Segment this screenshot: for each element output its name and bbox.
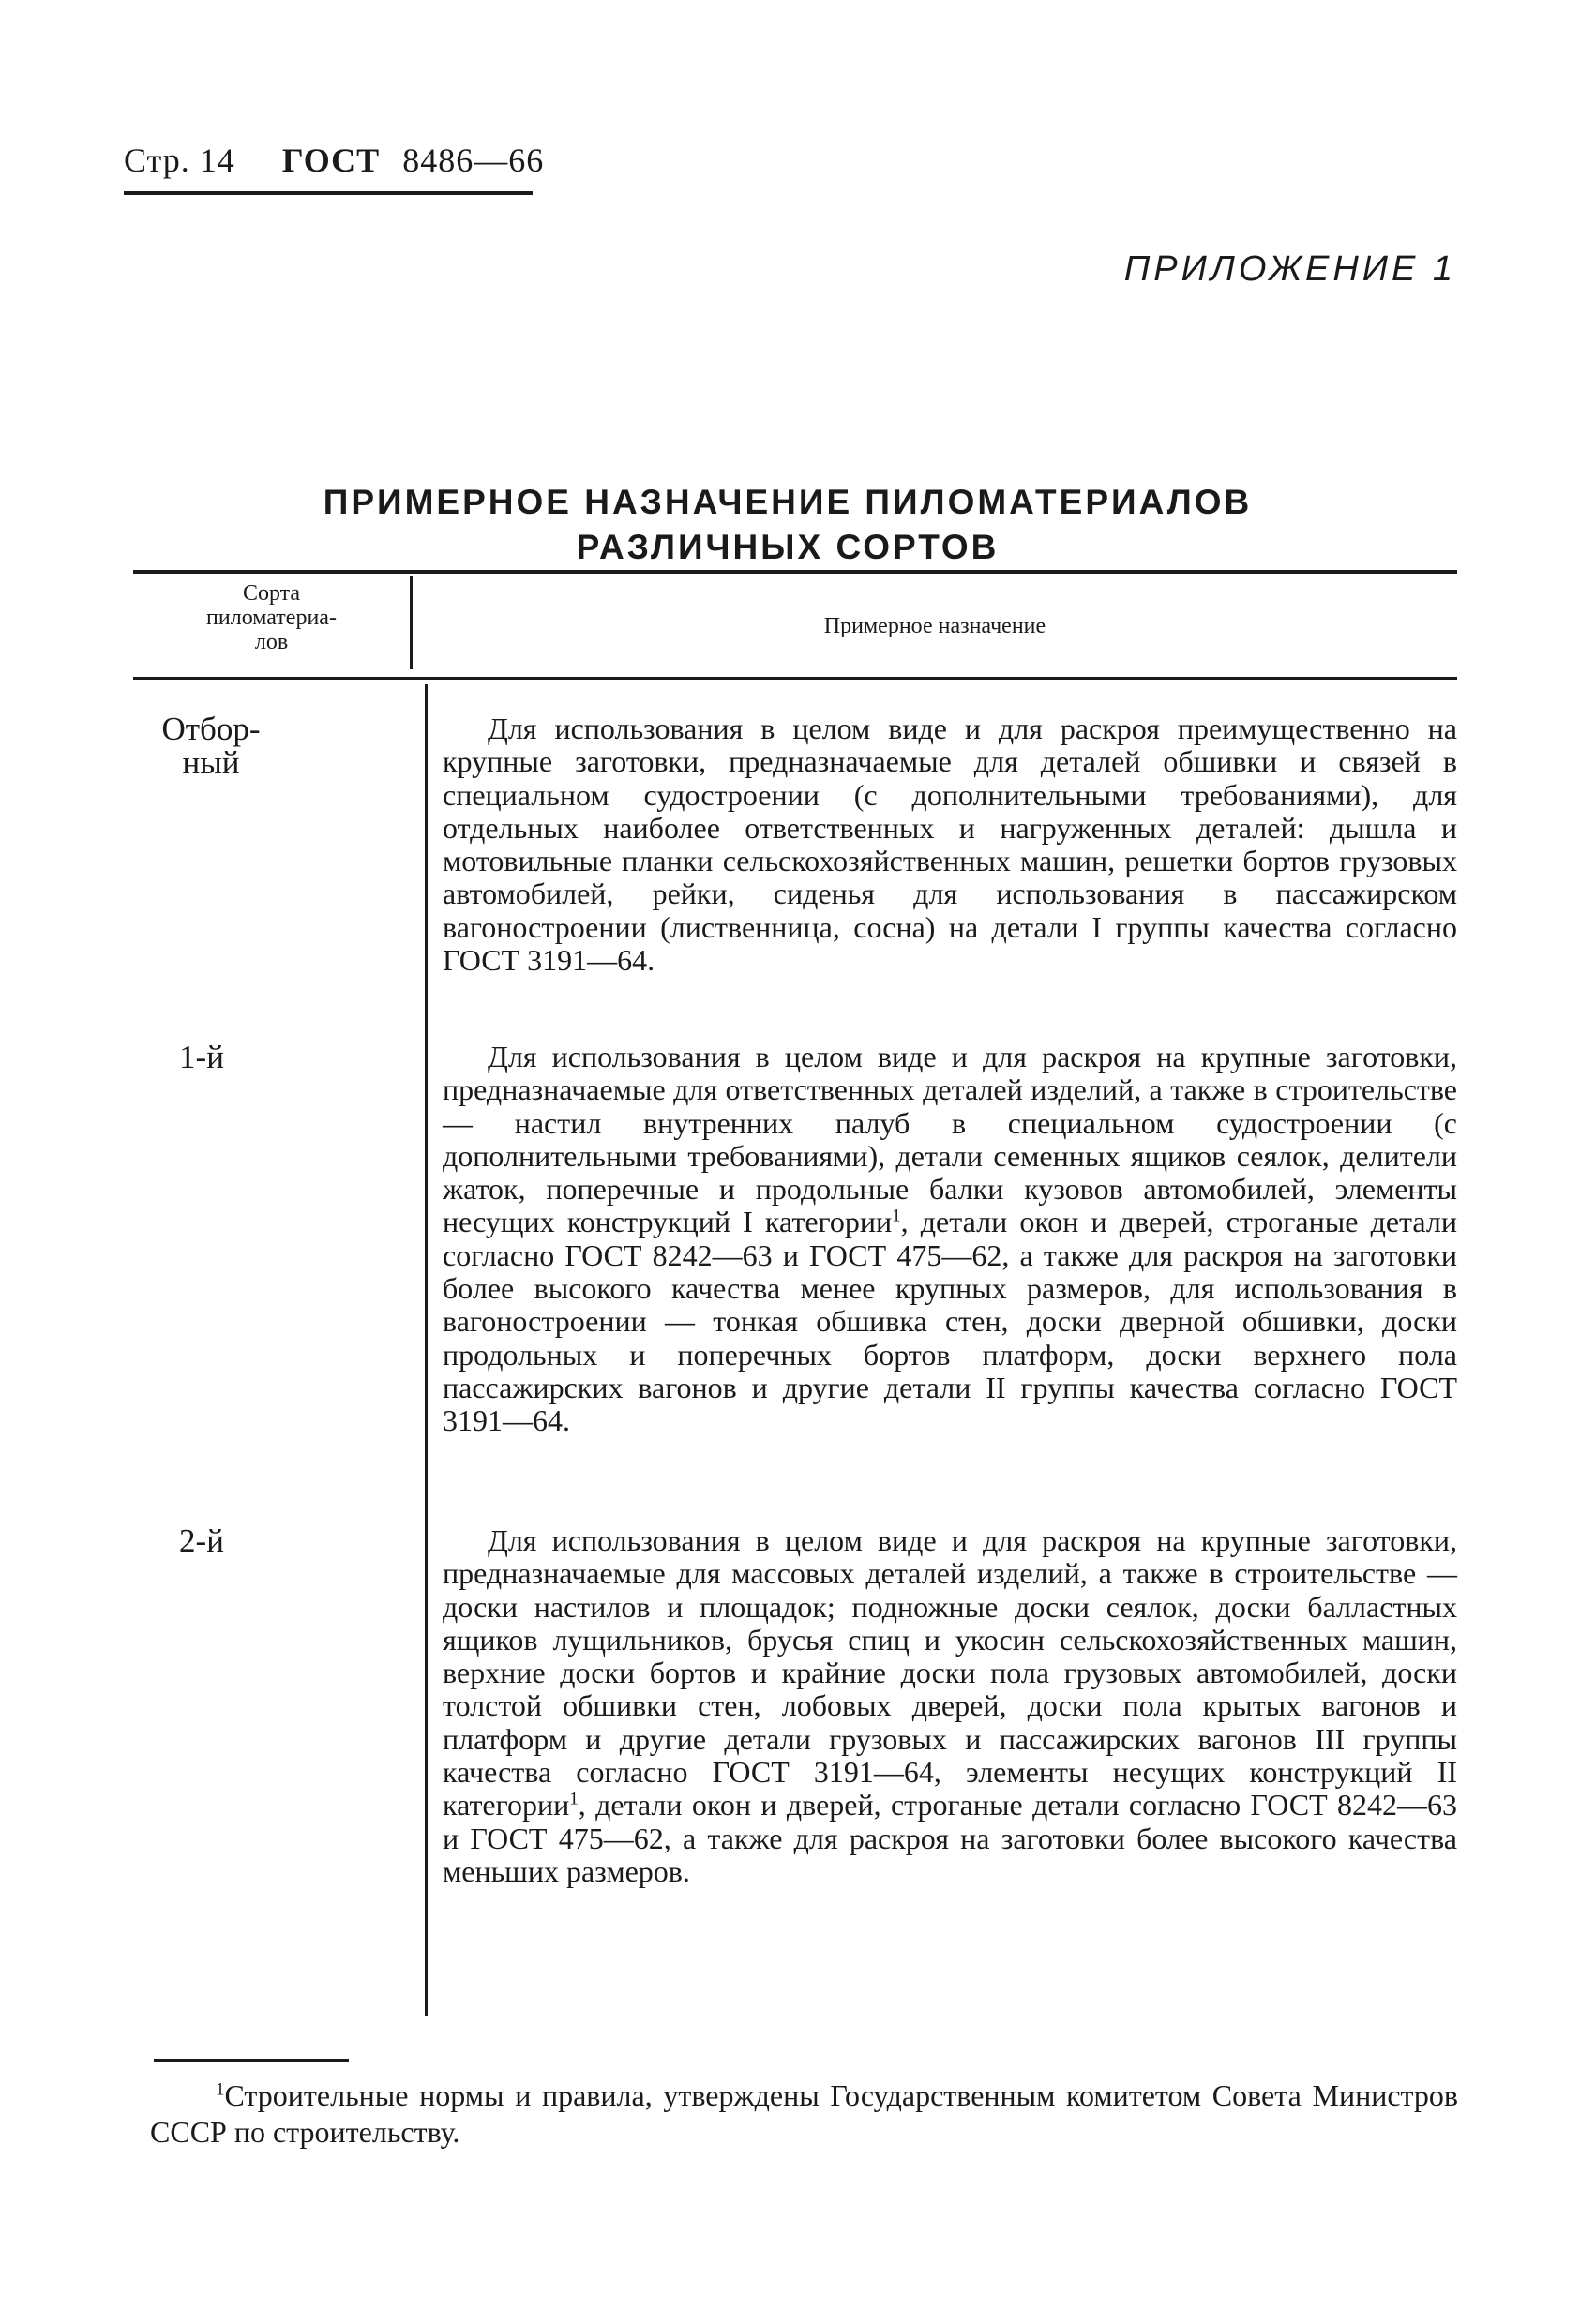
column-header-purpose: Примерное назначение (823, 614, 1046, 638)
gost-number: 8486—66 (402, 142, 545, 179)
page-title (319, 480, 1256, 570)
title-line-1: ПРИМЕРНОЕ НАЗНАЧЕНИЕ ПИЛОМАТЕРИАЛОВ (323, 483, 1253, 521)
purpose-first-text: Для использования в целом виде и для раскроя на крупные заготовки, предназначаемые для ответственных деталей изделий, а также в строительстве — настил внутренних палуб в специальном судостроении (с дополнительными требованиями), детали семенных ящиков сеялок, делители жаток, поперечные и продольные балки кузовов автомобилей, элементы несущих конструкций I категории (443, 1040, 1457, 1239)
column-header-sort-line: Сорта (242, 581, 301, 606)
grade-select (141, 712, 281, 780)
header-rule (124, 191, 533, 195)
table-top-rule (133, 570, 1457, 574)
grade-select-line: Отбор- (161, 711, 261, 747)
grade-select-line: ный (182, 744, 240, 781)
footnote-text: Строительные нормы и правила, утверждены Государственным комитетом Совета Министров СССР по строительству. (150, 2078, 1458, 2149)
body-column-divider (425, 684, 428, 2016)
purpose-select: Для использования в целом виде и для раскроя преимущественно на крупные заготовки, предназначаемые для деталей обшивки и связей в специальном судостроении (с дополнительными требованиями), для отдельных наиболее ответственных и нагруженных деталей: дышла и мотовильные планки сельскохозяйственных машин, решетки бортов грузовых автомобилей, рейки, сиденья для использования в пассажирском вагоностроении (лиственница, сосна) на детали I группы качества согласно ГОСТ 3191—64. (443, 712, 1457, 978)
footnote-rule (154, 2059, 349, 2062)
gost-label: ГОСТ (281, 142, 381, 179)
purpose-second-text: , детали окон и дверей, строганые детали согласно ГОСТ 8242—63 и ГОСТ 475—62, а также для раскроя на заготовки более высокого качества меньших размеров. (443, 1788, 1457, 1888)
grade-first: 1-й (179, 1039, 224, 1075)
table-header-rule (133, 677, 1457, 680)
footnote (150, 2077, 1458, 2151)
purpose-first (443, 1041, 1457, 1438)
grade-second: 2-й (179, 1522, 224, 1559)
footnote-ref: 1 (569, 1789, 579, 1809)
page-header (124, 141, 544, 180)
title-line-2: РАЗЛИЧНЫХ СОРТОВ (576, 528, 1000, 566)
column-header-sort (133, 581, 410, 654)
footnote-ref: 1 (892, 1206, 901, 1226)
page-number: Стр. 14 (124, 142, 235, 179)
footnote-mark: 1 (216, 2079, 225, 2100)
column-header-sort-line: пиломатериа- (206, 606, 337, 630)
appendix-label: ПРИЛОЖЕНИЕ 1 (1123, 249, 1456, 289)
purpose-second (443, 1524, 1457, 1888)
column-header-sort-line: лов (254, 630, 289, 654)
purpose-second-text: Для использования в целом виде и для раскроя на крупные заготовки, предназначаемые для массовых деталей изделий, а также в строительстве — доски настилов и площадок; подножные доски сеялок, доски балластных ящиков лущильников, брусья спиц и укосин сельскохозяйственных машин, верхние доски бортов и крайние доски пола грузовых автомобилей, доски толстой обшивки стен, лобовых дверей, доски пола крытых вагонов и платформ и другие детали грузовых и пассажирских вагонов III группы качества согласно ГОСТ 3191—64, элементы несущих конструкций II категории (443, 1523, 1457, 1822)
purpose-first-text: , детали окон и дверей, строганые детали согласно ГОСТ 8242—63 и ГОСТ 475—62, а также для раскроя на заготовки более высокого качества менее крупных размеров, для использования в вагоностроении — тонкая обшивка стен, доски дверной обшивки, доски продольных и поперечных бортов платформ, доски верхнего пола пассажирских вагонов и другие детали II группы качества согласно ГОСТ 3191—64. (443, 1205, 1458, 1438)
